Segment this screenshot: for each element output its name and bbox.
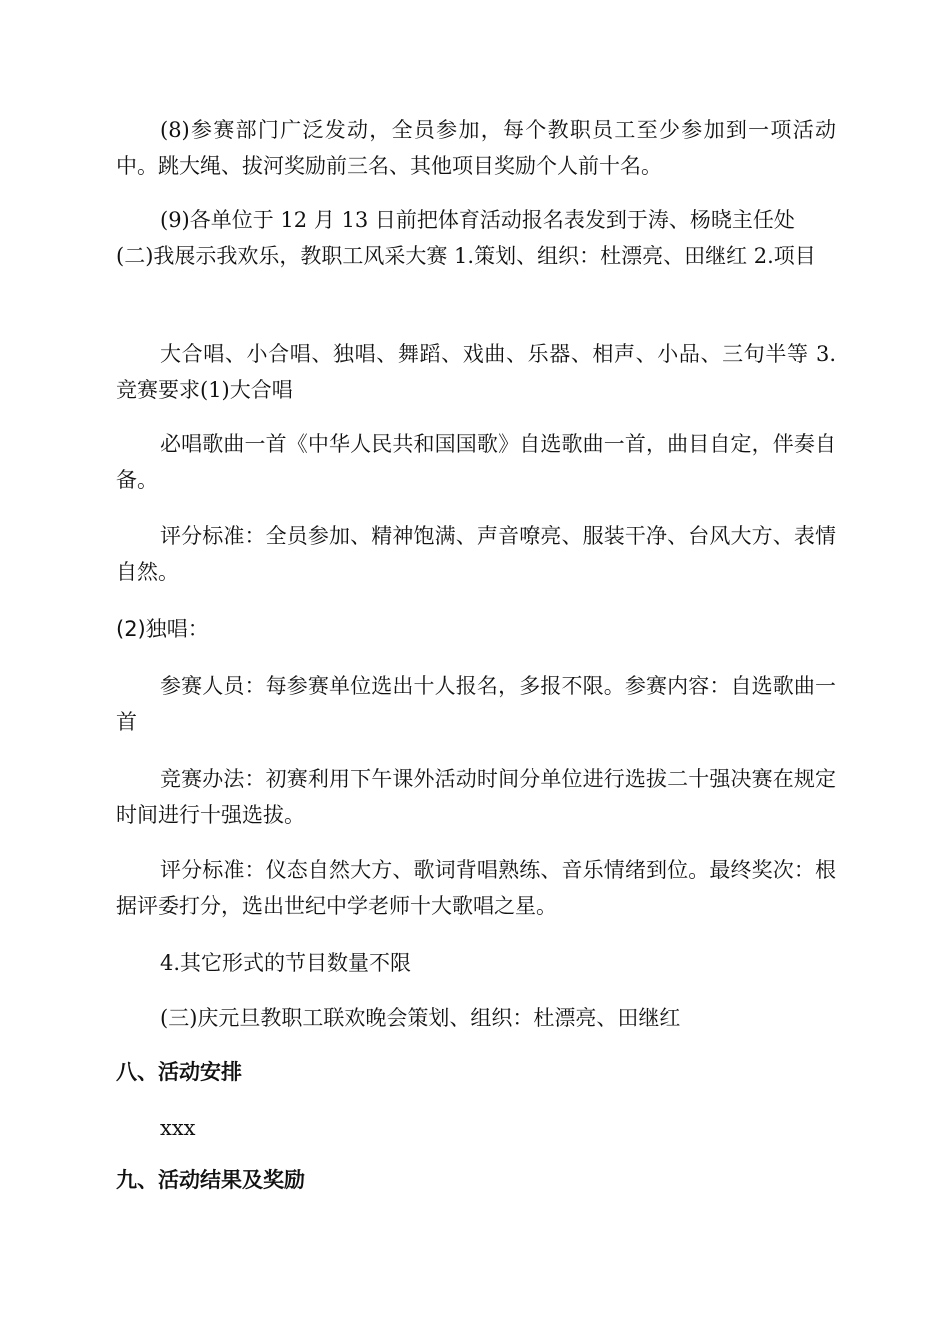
paragraph-solo-criteria: 评分标准：仪态自然大方、歌词背唱熟练、音乐情绪到位。最终奖次：根据评委打分，选出世纪中学老师十大歌唱之星。 xyxy=(116,858,836,918)
paragraph-placeholder: xxx xyxy=(160,1116,196,1140)
paragraph-solo-participants: 参赛人员：每参赛单位选出十人报名，多报不限。参赛内容：自选歌曲一首 xyxy=(116,674,836,734)
paragraph-section-2: (二)我展示我欢乐，教职工风采大赛 1.策划、组织：杜漂亮、田继红 2.项目 xyxy=(116,244,816,268)
paragraph-solo-heading: (2)独唱： xyxy=(116,617,209,641)
heading-results-awards: 九、活动结果及奖励 xyxy=(116,1168,305,1192)
paragraph-new-year-party: (三)庆元旦教职工联欢晚会策划、组织：杜漂亮、田继红 xyxy=(160,1006,681,1030)
paragraph-8: (8)参赛部门广泛发动，全员参加，每个教职员工至少参加到一项活动中。跳大绳、拔河奖励前三名、其他项目奖励个人前十名。 xyxy=(116,118,836,178)
paragraph-solo-method: 竞赛办法：初赛利用下午课外活动时间分单位进行选拔二十强决赛在规定时间进行十强选拔。 xyxy=(116,767,836,827)
heading-activity-schedule: 八、活动安排 xyxy=(116,1060,242,1084)
paragraph-other-programs: 4.其它形式的节目数量不限 xyxy=(160,951,412,975)
paragraph-program-list: 大合唱、小合唱、独唱、舞蹈、戏曲、乐器、相声、小品、三句半等 3.竞赛要求(1)大合唱 xyxy=(116,342,836,402)
paragraph-chorus-songs: 必唱歌曲一首《中华人民共和国国歌》自选歌曲一首，曲目自定，伴奏自备。 xyxy=(116,432,836,492)
paragraph-9: (9)各单位于 12 月 13 日前把体育活动报名表发到于涛、杨晓主任处 xyxy=(160,208,795,232)
paragraph-chorus-criteria: 评分标准：全员参加、精神饱满、声音嘹亮、服装干净、台风大方、表情自然。 xyxy=(116,524,836,584)
